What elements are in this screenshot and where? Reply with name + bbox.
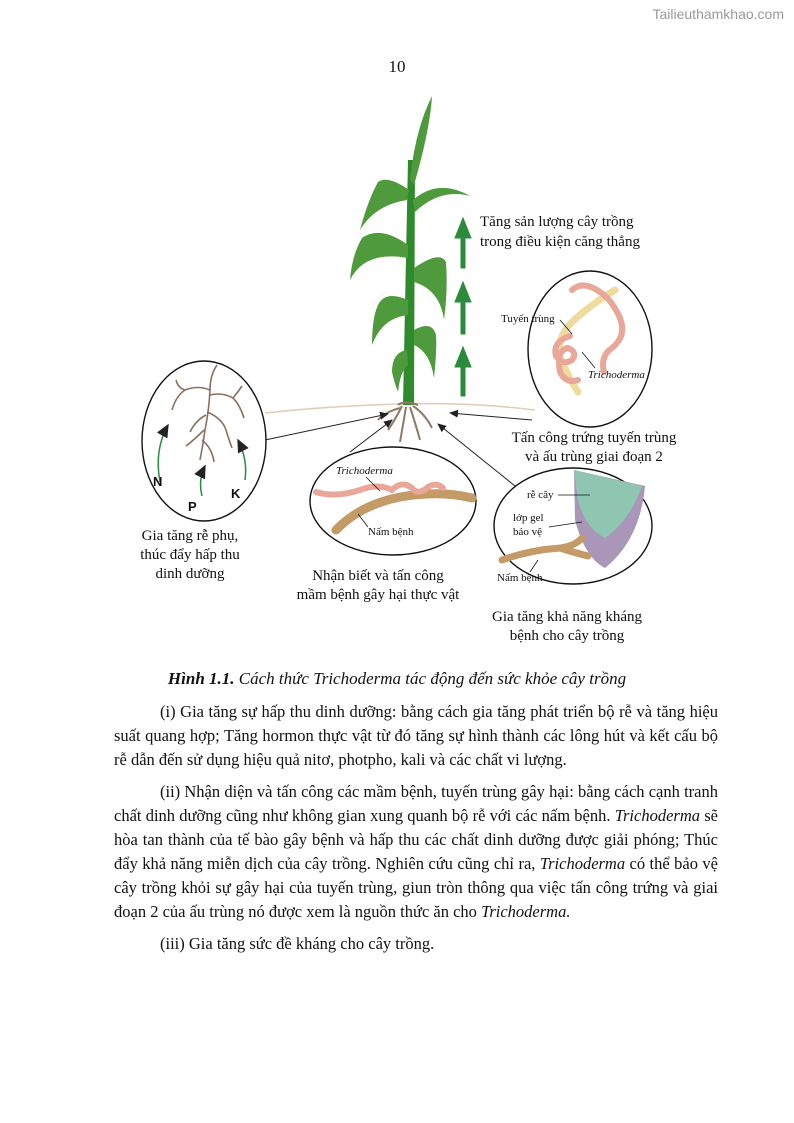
resistance-caption-2: bệnh cho cây trồng [509,628,625,644]
root-caption-2: thúc đẩy hấp thu [140,547,240,563]
nematode-trichoderma-label: Trichoderma [588,369,645,381]
figure-caption [0,669,794,689]
nutrient-n: N [153,474,163,489]
root-caption-1: Gia tăng rễ phụ, [141,528,239,544]
page-number: 10 [388,57,406,76]
label-yield-line1: Tăng sản lượng cây trồng [480,214,634,230]
resistance-oval [494,468,652,584]
corn-plant [350,96,470,405]
corn-leaf [372,296,408,345]
corn-leaf [413,188,470,212]
corn-leaf [360,180,409,230]
yield-arrows [455,218,471,396]
center-trichoderma-label: Trichoderma [336,465,393,477]
root-tuft [378,403,432,443]
resistance-gel-label-2: bảo vệ [513,526,543,538]
root-circle [142,361,266,521]
corn-leaf [414,326,436,378]
center-caption-1: Nhận biết và tấn công [312,568,444,584]
resistance-root-label: rễ cây [527,489,554,501]
connector-arrow [450,413,532,420]
root-caption-3: dinh dưỡng [155,566,225,582]
paragraph-2: (ii) Nhận diện và tấn công các mầm bệnh, tuyến trùng gây hại: bằng cách cạnh tranh chất dinh dưỡng cũng như không gian xung quanh bộ rễ với các nấm bệnh. Trichoderma sẽ hòa tan thành của tế bào gây bệnh và hấp thu các chất dinh dưỡng được giải phóng; Thúc đẩy khả năng miễn dịch của cây trồng. Nghiên cứu cũng chỉ ra, Trichoderma có thể bảo vệ cây trồng khỏi sự gây hại của tuyến trùng, giun tròn thông qua việc tấn công trứng và giai đoạn 2 của ấu trùng nó được xem là nguồn thức ăn cho Trichoderma. [114,782,718,921]
figure-caption-text: Cách thức Trichoderma tác động đến sức khỏe cây trồng [234,669,627,688]
nutrient-p: P [188,499,197,514]
up-arrow-icon [455,218,471,268]
body-text [114,700,718,964]
paragraph-1: (i) Gia tăng sự hấp thu dinh dưỡng: bằng cách gia tăng phát triển bộ rễ và tăng hiệu suất quang hợp; Tăng hormon thực vật từ đó tăng sự hình thành các lông hút và kết cấu bộ rễ dẫn đến sử dụng hiệu quả nitơ, photpho, kali và các chất vi lượng. [114,702,718,769]
nematode-circle [501,271,652,427]
figure-caption-label: Hình 1.1. [167,669,235,688]
resistance-gel-label-1: lớp gel [513,512,544,524]
nematode-label: Tuyến trùng [501,313,555,325]
resistance-pathogen-label: Nấm bệnh [497,572,543,584]
watermark: Tailieuthamkhao.com [652,6,784,22]
up-arrow-icon [455,282,471,334]
corn-leaf [410,96,432,185]
label-yield-line2: trong điều kiện căng thẳng [480,234,640,250]
resistance-caption-1: Gia tăng khả năng kháng [492,609,642,625]
nutrient-k: K [231,486,241,501]
center-caption-2: mầm bệnh gây hại thực vật [296,587,460,603]
nematode-caption-1: Tấn công trứng tuyến trùng [511,430,677,446]
connector-arrow [265,414,388,440]
corn-leaf [350,233,408,280]
corn-leaf [414,257,447,320]
paragraph-3: (iii) Gia tăng sức đề kháng cho cây trồng. [160,934,435,953]
center-pathogen-label: Nấm bệnh [368,526,414,538]
nematode-caption-2: và ấu trùng giai đoạn 2 [525,449,663,465]
up-arrow-icon [455,347,471,396]
center-oval [310,447,476,555]
